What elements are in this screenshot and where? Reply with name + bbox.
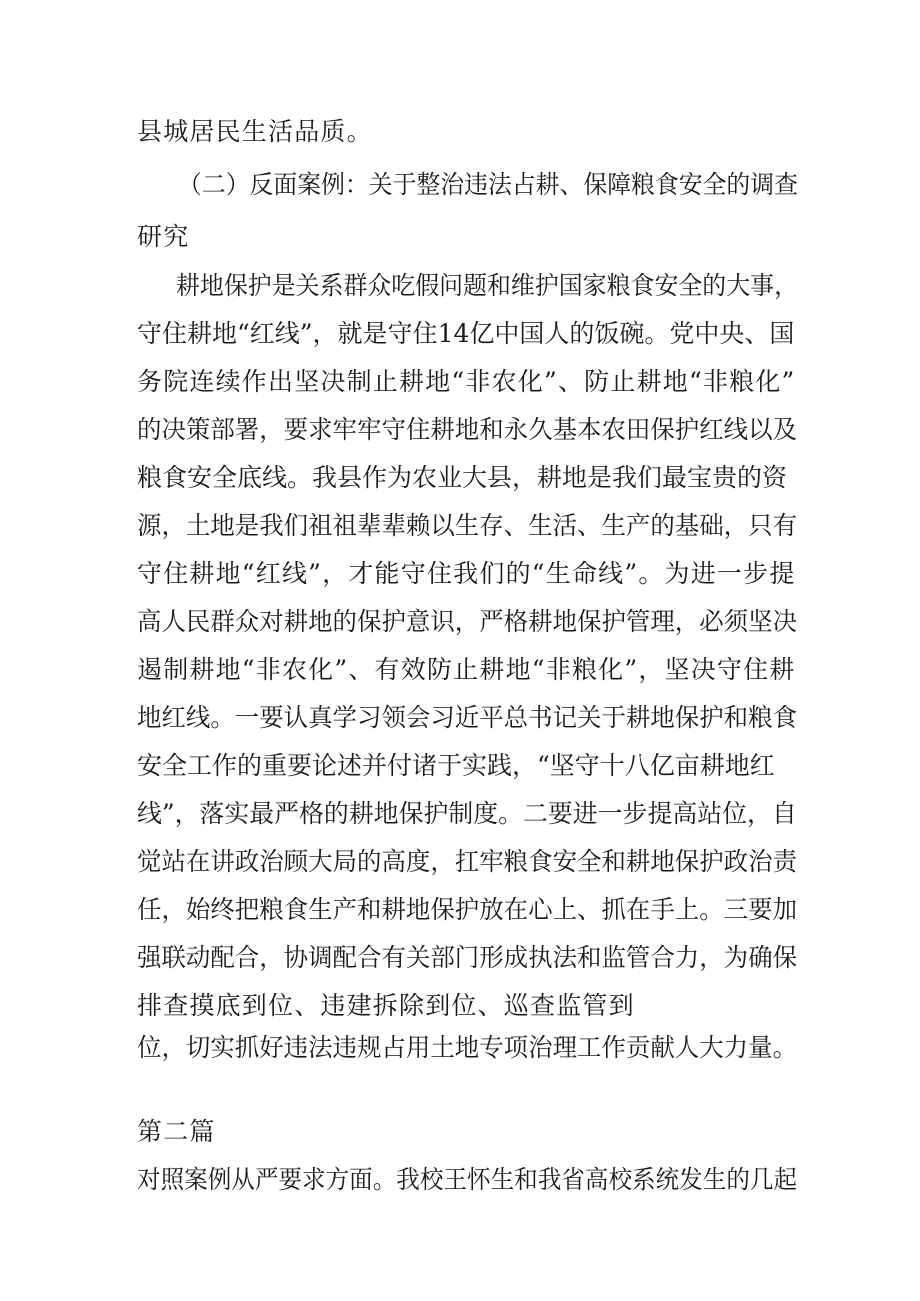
paragraph-line-9: 遏制耕地“非农化”、有效防止耕地“非粮化”，坚决守住耕 xyxy=(137,655,796,684)
paragraph-line-17: 位，切实抓好违法违规占用土地专项治理工作贡献人大力量。 xyxy=(137,1033,798,1062)
intro-tail-line: 县城居民生活品质。 xyxy=(137,117,373,146)
part-title: 第二篇 xyxy=(137,1117,216,1146)
paragraph-line-5: 粮食安全底线。我县作为农业大县，耕地是我们最宝贵的资 xyxy=(137,463,788,492)
paragraph-line-16: 排查摸底到位、违建拆除到位、巡查监管到 xyxy=(137,991,635,1020)
paragraph-line-1: 耕地保护是关系群众吃假问题和维护国家粮食安全的大事， xyxy=(176,271,798,300)
paragraph-line-15: 强联动配合，协调配合有关部门形成执法和监管合力，为确保 xyxy=(137,943,798,972)
paragraph-line-3: 务院连续作出坚决制止耕地“非农化”、防止耕地“非粮化” xyxy=(137,367,796,396)
paragraph-line-2: 守住耕地“红线”，就是守住14亿中国人的饭碗。党中央、国 xyxy=(137,319,795,348)
section-heading-line-2: 研究 xyxy=(137,222,190,251)
paragraph-line-6: 源，土地是我们祖祖辈辈赖以生存、生活、生产的基础，只有 xyxy=(137,511,798,540)
paragraph-line-10: 地红线。一要认真学习领会习近平总书记关于耕地保护和粮食 xyxy=(137,703,798,732)
paragraph-line-13: 觉站在讲政治顾大局的高度，扛牢粮食安全和耕地保护政治责 xyxy=(137,847,798,876)
paragraph-line-11: 安全工作的重要论述并付诸于实践，“坚守十八亿亩耕地红 xyxy=(137,751,775,780)
section-heading-line-1: （二）反面案例：关于整治违法占耕、保障粮食安全的调查 xyxy=(178,170,798,199)
paragraph-line-4: 的决策部署，要求牢牢守住耕地和永久基本农田保护红线以及 xyxy=(137,415,798,444)
paragraph-line-12: 线”，落实最严格的耕地保护制度。二要进一步提高站位，自 xyxy=(137,799,797,828)
paragraph-line-7: 守住耕地“红线”，才能守住我们的“生命线”。为进一步提 xyxy=(137,559,796,588)
part-first-line: 对照案例从严要求方面。我校王怀生和我省高校系统发生的几起 xyxy=(137,1165,798,1194)
paragraph-line-8: 高人民群众对耕地的保护意识，严格耕地保护管理，必须坚决 xyxy=(137,607,798,636)
paragraph-line-14: 任，始终把粮食生产和耕地保护放在心上、抓在手上。三要加 xyxy=(137,895,798,924)
